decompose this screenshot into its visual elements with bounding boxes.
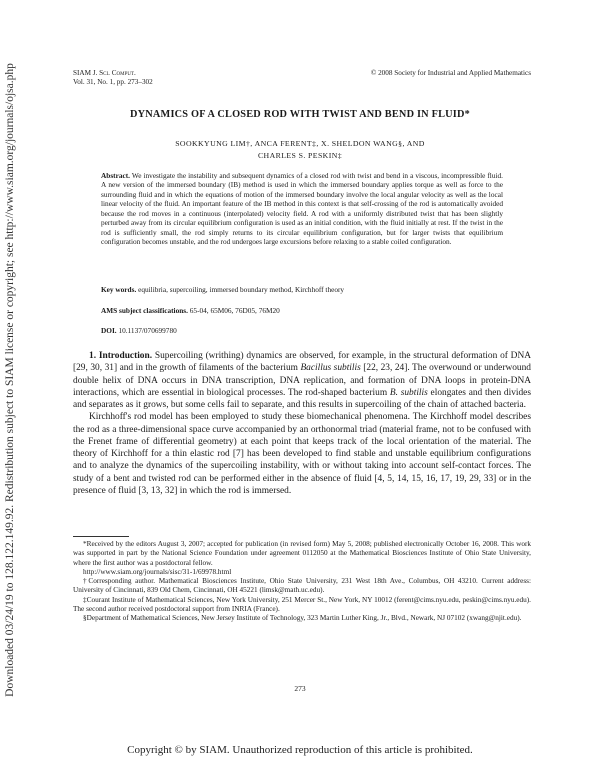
doi (101, 326, 503, 336)
intro-paragraph-2: Kirchhoff's rod model has been employed to study these biomechanical phenomena. The Kirchhoff model describes the rod as a three-dimensional space curve accompanied by an orthonormal triad (material frame, not to be confused with the Frenet frame of differential geometry) at each point that keeps track of the local orientation of the material. The theory of Kirchhoff for a thin elastic rod [7] has been developed to find stable and unstable equilibrium configurations and to analyze the dynamics of the supercoiling instability, with or without taking into account self-contact forces. The study of a bent and twisted rod can be performed either in the absence of fluid [4, 5, 14, 15, 16, 17, 19, 29, 33] or in the presence of fluid [3, 13, 32] in which the rod is immersed. (73, 412, 531, 496)
doi-label: DOI. (101, 326, 117, 335)
intro-text: [22, 23, 24]. The overwound or underwound double helix of DNA occurs in DNA transcription, DNA replication, and formation of DNA loops in protein-DNA interactions, which are essential in biological processes. The rod-shaped bacterium (73, 363, 531, 398)
ams-text: 65-04, 65M06, 76D05, 76M20 (189, 306, 280, 315)
intro-text: elongates and then divides and separates as it grows, but some cells fail to separate, and this results in supercoiling of the chain of attached bacteria. (73, 387, 531, 410)
footnote-corresponding-author: †Corresponding author. Mathematical Biosciences Institute, Ohio State University, 231 West 18th Ave., Columbus, OH 43210. Current address: University of Cincinnati, 839 Old Chem, Cincinnati, OH 45221 (limsk@math.uc.edu). (73, 577, 531, 595)
journal-name: SIAM J. Sci. Comput. (73, 69, 136, 77)
keywords (101, 285, 503, 295)
journal-header (73, 69, 153, 87)
footnote-received: *Received by the editors August 3, 2007; accepted for publication (in revised form) May 5, 2008; published electronically October 16, 2008. This work was supported in part by the National Science Foundation under agreement 0112050 at the Mathematical Biosciences Institute of Ohio State University, where the first author was a postdoctoral fellow. (73, 540, 531, 567)
keywords-text: equilibria, supercoiling, immersed boundary method, Kirchhoff theory (138, 285, 345, 294)
doi-text: 10.1137/070699780 (118, 326, 177, 335)
journal-volume: Vol. 31, No. 1, pp. 273–302 (73, 78, 153, 86)
footnote-url[interactable]: http://www.siam.org/journals/sisc/31-1/69978.html (83, 567, 232, 576)
footnote-courant: ‡Courant Institute of Mathematical Sciences, New York University, 251 Mercer St., New York, NY 10012 (ferent@cims.nyu.edu, peskin@cims.nyu.edu). The second author received postdoctoral support from INRIA (France). (73, 595, 531, 614)
society-copyright: © 2008 Society for Industrial and Applied Mathematics (370, 69, 531, 77)
footnote-rule (73, 536, 129, 537)
abstract (101, 171, 503, 247)
keywords-label: Key words. (101, 285, 137, 294)
author-line-1: SOOKKYUNG LIM†, ANCA FERENT‡, X. SHELDON WANG§, AND (175, 139, 425, 148)
ams-classification (101, 306, 503, 316)
download-side-note (0, 63, 20, 697)
author-list (90, 138, 510, 162)
download-notice-text: Downloaded 03/24/19 to 128.122.149.92. Redistribution subject to SIAM license or copyright; see http://www.siam.org/journals/ojsa.php (4, 63, 16, 697)
author-line-2: CHARLES S. PESKIN‡ (257, 151, 343, 160)
intro-text: Supercoiling (writhing) dynamics are observed, for example, in the structural deformation of DNA [29, 30, 31] and in the growth of filaments of the bacterium (73, 351, 531, 374)
paper-title: DYNAMICS OF A CLOSED ROD WITH TWIST AND BEND IN FLUID* (130, 109, 470, 120)
abstract-label: Abstract. (101, 171, 130, 180)
section-heading: 1. Introduction. (89, 351, 153, 361)
page-number: 273 (294, 684, 306, 693)
intro-paragraph-1 (73, 350, 531, 411)
abstract-text: We investigate the instability and subsequent dynamics of a closed rod with twist and bend in a viscous, incompressible fluid. A new version of the immersed boundary (IB) method is used in which the immersed boundary applies torque as well as force to the surrounding fluid and in which the equations of motion of the immersed boundary involve the local angular velocity as well as the local linear velocity of the fluid. An important feature of the IB method in this context is that self-crossing of the rod is automatically avoided because the rod moves in a continuous (interpolated) velocity field. A rod with a uniformly distributed twist that has been slightly perturbed away from its circular equilibrium configuration is used as an initial condition, with the fluid initially at rest. If the twist in the rod is sufficiently small, the rod simply returns to its circular equilibrium configuration, but for larger twists that equilibrium configuration becomes unstable, and the rod undergoes large excursions before relaxing to a stable coiled configuration. (101, 171, 503, 247)
ams-label: AMS subject classifications. (101, 306, 188, 315)
species-name: B. subtilis (389, 387, 428, 398)
species-name: Bacillus subtilis (300, 363, 361, 374)
copyright-notice: Copyright © by SIAM. Unauthorized reproduction of this article is prohibited. (127, 744, 473, 756)
footnotes (73, 540, 531, 624)
introduction-section (73, 350, 531, 497)
footnote-njit: §Department of Mathematical Sciences, New Jersey Institute of Technology, 323 Martin Luther King, Jr., Blvd., Newark, NJ 07102 (xwang@njit.edu). (83, 614, 522, 623)
